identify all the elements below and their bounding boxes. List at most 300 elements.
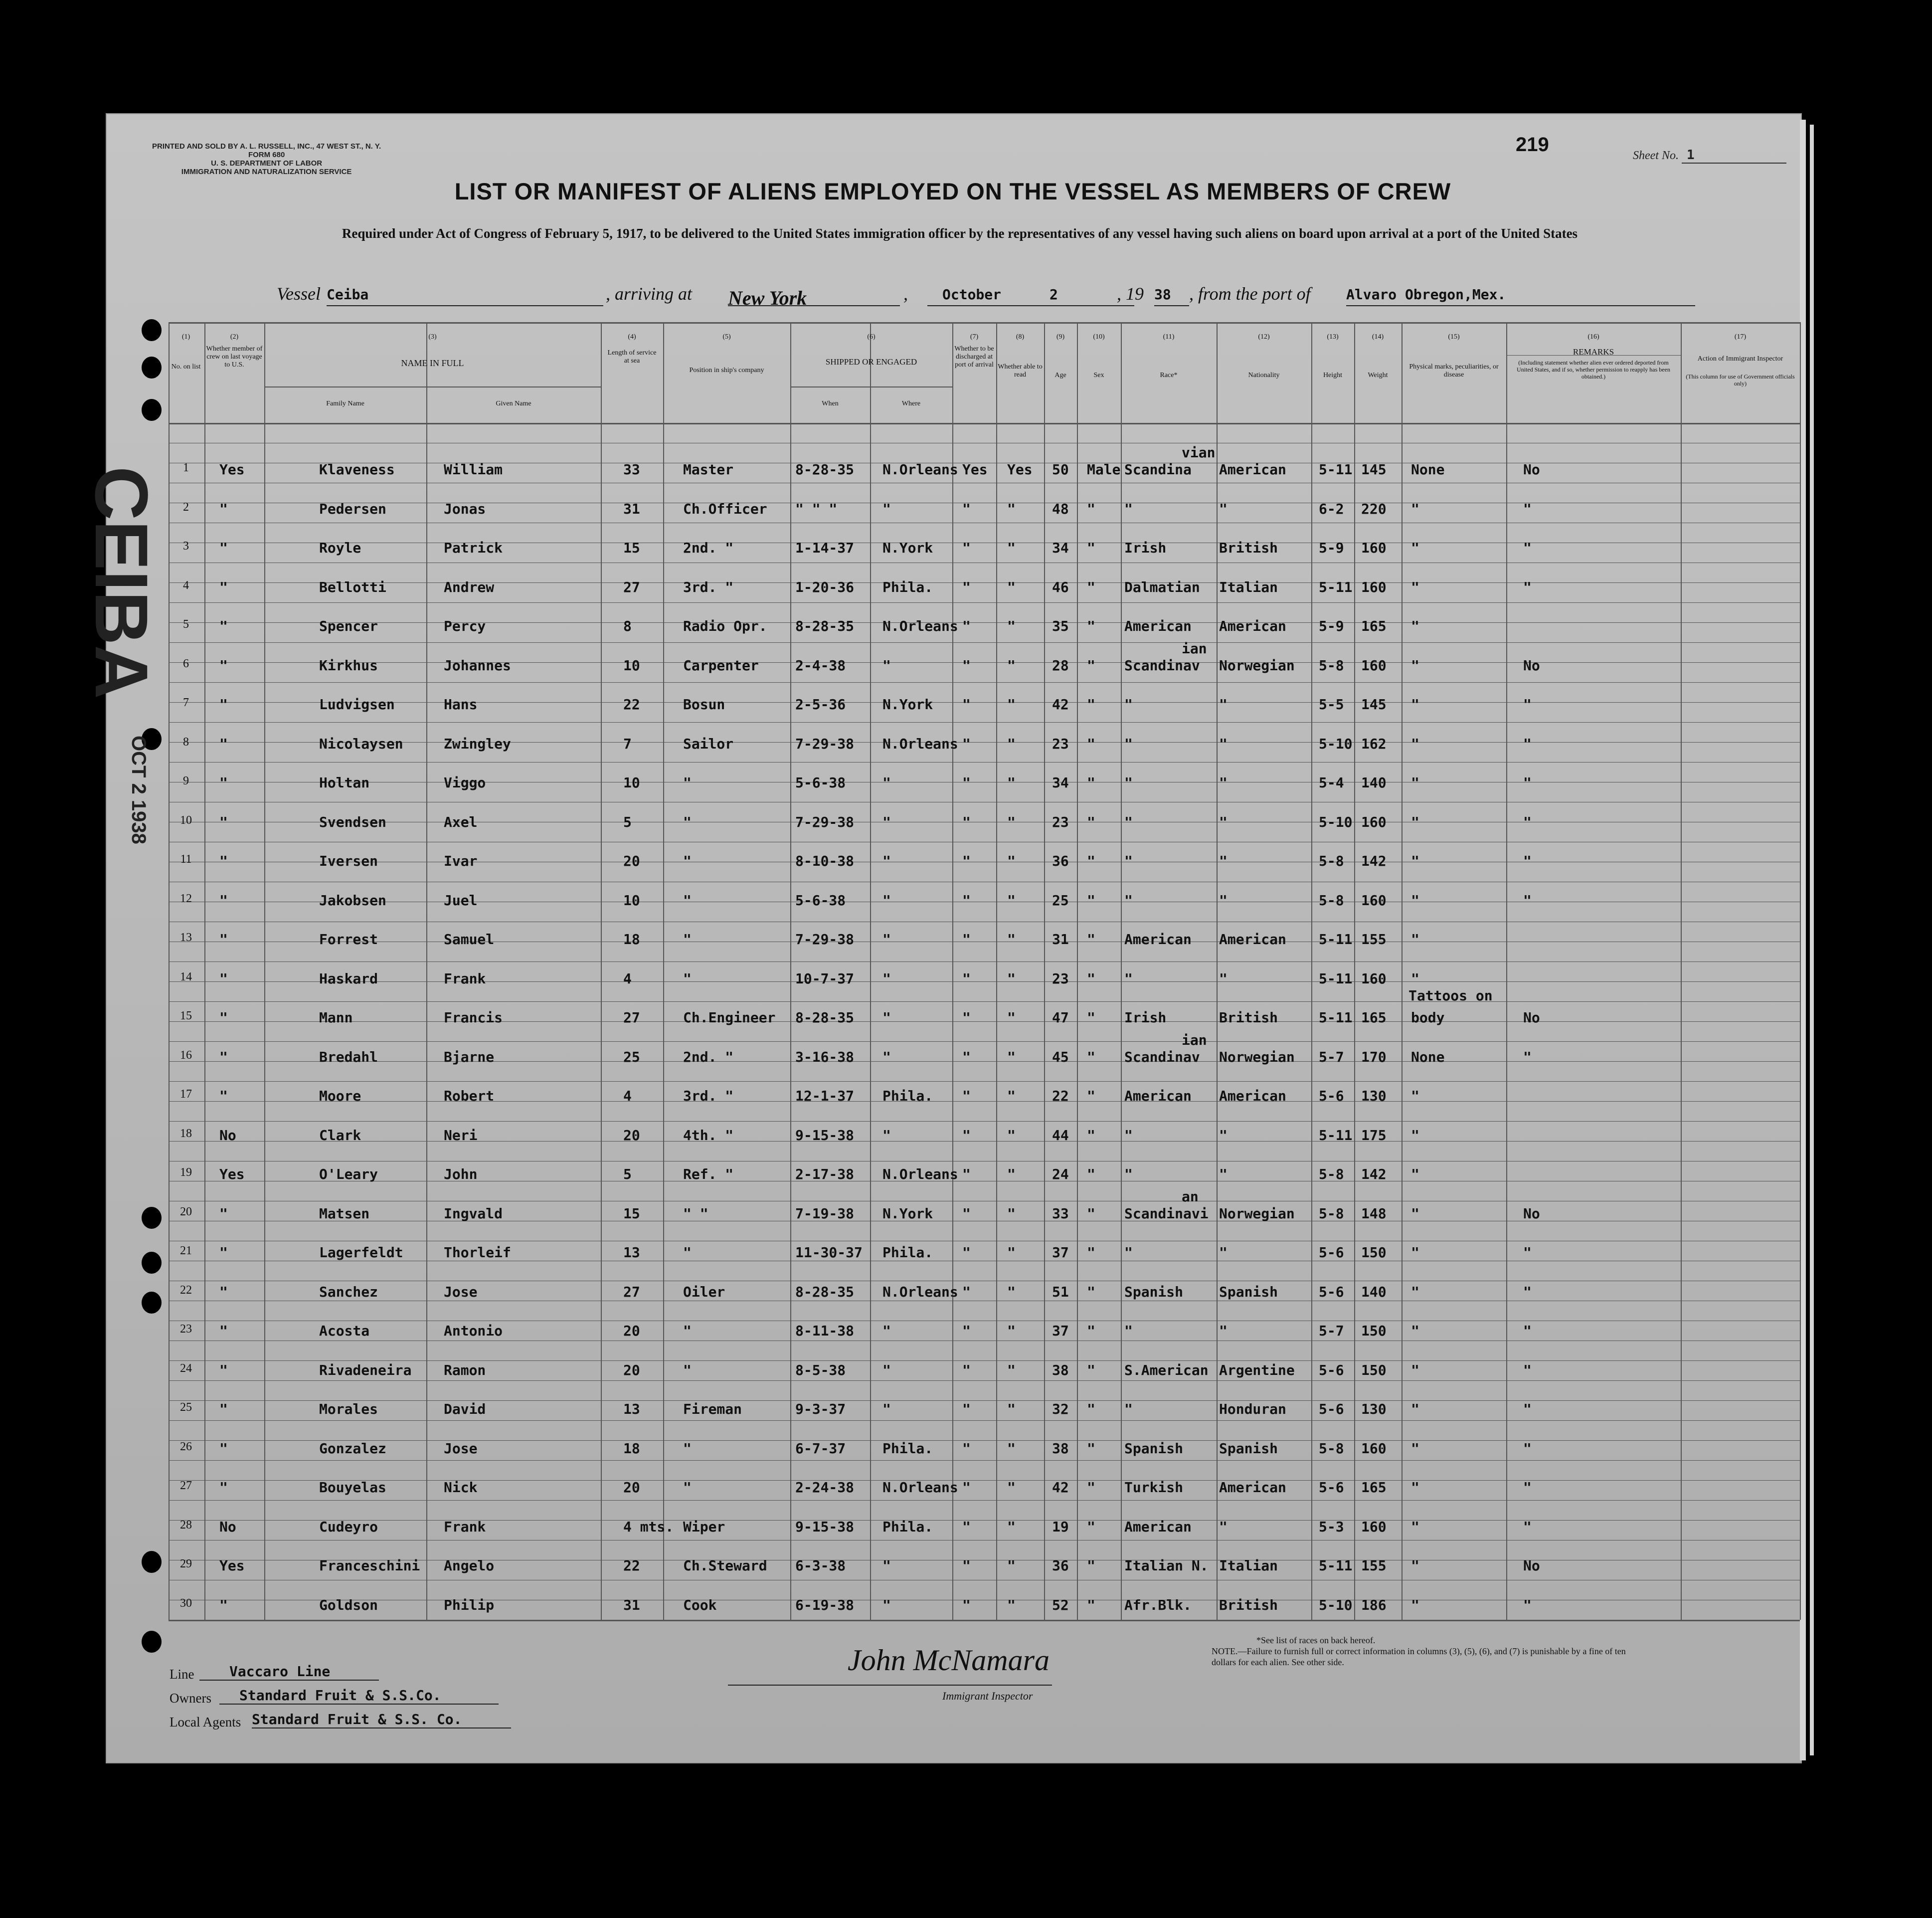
col-sex: "	[1087, 1166, 1095, 1182]
col-age: 46	[1052, 578, 1069, 595]
col-service: 27	[623, 1009, 640, 1026]
punch-hole	[142, 319, 162, 341]
col-marks: "	[1411, 1401, 1419, 1417]
col-discharged: "	[962, 1557, 971, 1574]
col-given-name: David	[444, 1401, 486, 1417]
owners-value: Standard Fruit & S.S.Co.	[219, 1687, 499, 1705]
col-discharged: "	[962, 1166, 971, 1182]
col-read: "	[1007, 1205, 1016, 1222]
col-marks: "	[1411, 970, 1419, 987]
col-weight: 148	[1361, 1205, 1387, 1222]
col-family-name: Bredahl	[319, 1048, 378, 1065]
grid-line	[169, 1480, 1800, 1481]
col-age: 23	[1052, 813, 1069, 830]
col-marks: None	[1411, 461, 1445, 478]
col-read: "	[1007, 500, 1016, 517]
col-read: "	[1007, 970, 1016, 987]
col-sex: "	[1087, 1127, 1095, 1144]
col-marks: "	[1411, 657, 1419, 674]
col-9-num: (9)	[1056, 333, 1065, 341]
arrival-year: 38	[1154, 286, 1189, 306]
col-where: "	[882, 1323, 891, 1339]
col-remarks: "	[1523, 540, 1532, 556]
col-sex: "	[1087, 1440, 1095, 1457]
col-when: 2-5-36	[795, 696, 846, 713]
grid-line	[169, 682, 1800, 683]
document-title: LIST OR MANIFEST OF ALIENS EMPLOYED ON THE VESSEL AS MEMBERS OF CREW	[454, 178, 1451, 204]
col-given-name: Ramon	[444, 1361, 486, 1378]
col-discharged: "	[962, 970, 971, 987]
col-marks: "	[1411, 1166, 1419, 1182]
grid-line	[169, 642, 1800, 643]
col-height: 5-6	[1319, 1088, 1344, 1104]
col-age: 24	[1052, 1166, 1069, 1182]
col-when: 9-3-37	[795, 1401, 846, 1417]
col-14-num: (14)	[1372, 333, 1384, 341]
col-when: 1-14-37	[795, 540, 855, 556]
arriving-label: , arriving at	[606, 284, 693, 304]
col-position: "	[683, 1323, 692, 1339]
col-given-name: Andrew	[444, 578, 495, 595]
col-family-name: Gonzalez	[319, 1440, 386, 1457]
row-number: 2	[183, 500, 189, 514]
col-where: "	[882, 774, 891, 791]
col-sex: "	[1087, 657, 1095, 674]
col-read: "	[1007, 1088, 1016, 1104]
grid-line	[169, 602, 1800, 603]
col-sex: "	[1087, 1244, 1095, 1261]
printer-service: IMMIGRATION AND NATURALIZATION SERVICE	[181, 168, 352, 176]
col-discharged: "	[962, 1323, 971, 1339]
col-last-voyage: "	[219, 696, 228, 713]
col-last-voyage: "	[219, 931, 228, 948]
col-age: 36	[1052, 1557, 1069, 1574]
col-position: "	[683, 853, 692, 869]
col-nationality: "	[1219, 892, 1228, 909]
col-marks: "	[1411, 1518, 1419, 1535]
col-race: Irish	[1124, 1009, 1167, 1026]
col-height: 5-9	[1319, 540, 1344, 556]
col-remarks: "	[1523, 500, 1532, 517]
col-given-name: Axel	[444, 813, 478, 830]
col-remarks: "	[1523, 1518, 1532, 1535]
grid-line	[169, 1041, 1800, 1042]
col-position: 2nd. "	[683, 1048, 734, 1065]
col-marks: "	[1411, 1440, 1419, 1457]
grid-line	[169, 1500, 1800, 1501]
col-age: 45	[1052, 1048, 1069, 1065]
col-height: 5-8	[1319, 1166, 1344, 1182]
row-number: 10	[180, 813, 192, 827]
col-2-num: (2)	[230, 333, 239, 341]
col-5-header: Position in ship's company	[689, 367, 764, 374]
col-position: Bosun	[683, 696, 725, 713]
col-nationality: Spanish	[1219, 1440, 1278, 1457]
col-remarks: "	[1523, 735, 1532, 752]
col-given-name: Nick	[444, 1479, 478, 1496]
row-number: 21	[180, 1244, 192, 1257]
col-remarks: "	[1523, 892, 1532, 909]
col-nationality: Italian	[1219, 1557, 1278, 1574]
row-number: 29	[180, 1557, 192, 1570]
col-family-name: Royle	[319, 540, 361, 556]
col-position: Carpenter	[683, 657, 759, 674]
col-read: "	[1007, 657, 1016, 674]
col-height: 5-3	[1319, 1518, 1344, 1535]
col-service: 20	[623, 1479, 640, 1496]
col-height: 5-8	[1319, 657, 1344, 674]
col-read: Yes	[1007, 461, 1033, 478]
col-marks: "	[1411, 1244, 1419, 1261]
col-position: "	[683, 1440, 692, 1457]
sheet-value: 1	[1682, 148, 1786, 164]
col-position: 3rd. "	[683, 578, 734, 595]
col-13-num: (13)	[1327, 333, 1339, 341]
col-weight: 175	[1361, 1127, 1387, 1144]
col-weight: 155	[1361, 931, 1387, 948]
vessel-stamp: CEIBA	[80, 466, 164, 699]
col-nationality: Spanish	[1219, 1283, 1278, 1300]
col-discharged: "	[962, 500, 971, 517]
col-given-name: Philip	[444, 1596, 495, 1613]
col-read: "	[1007, 1518, 1016, 1535]
col-race: Irish	[1124, 540, 1167, 556]
col-when: 8-11-38	[795, 1323, 855, 1339]
col-discharged: "	[962, 1518, 971, 1535]
col-given-name: Robert	[444, 1088, 495, 1104]
col-where: Phila.	[882, 578, 933, 595]
grid-line	[169, 1061, 1800, 1062]
col-read: "	[1007, 1166, 1016, 1182]
from-label: , from the port of	[1189, 284, 1311, 304]
col-last-voyage: "	[219, 853, 228, 869]
col-family-name: O'Leary	[319, 1166, 378, 1182]
arrival-day: 2	[1030, 286, 1134, 306]
col-age: 38	[1052, 1361, 1069, 1378]
col-remarks: "	[1523, 853, 1532, 869]
col-marks: "	[1411, 1283, 1419, 1300]
col-discharged: "	[962, 618, 971, 634]
col-when: 7-29-38	[795, 735, 855, 752]
row-number: 30	[180, 1596, 192, 1610]
col-sex: "	[1087, 618, 1095, 634]
col-where: N.Orleans	[882, 735, 958, 752]
col-height: 5-11	[1319, 1127, 1353, 1144]
grid-line	[1402, 322, 1403, 1620]
col-10-header: Sex	[1093, 372, 1104, 379]
col-nationality: "	[1219, 1166, 1228, 1182]
col-discharged: "	[962, 1048, 971, 1065]
col-given-name: Francis	[444, 1009, 503, 1026]
col-race-wrap: ian	[1182, 640, 1207, 657]
grid-line	[169, 1360, 1800, 1361]
col-position: Ref. "	[683, 1166, 734, 1182]
col-service: 20	[623, 1323, 640, 1339]
grid-line	[169, 322, 1800, 324]
col-position: Oiler	[683, 1283, 725, 1300]
col-age: 28	[1052, 657, 1069, 674]
col-when: 6-7-37	[795, 1440, 846, 1457]
col-sex: "	[1087, 1323, 1095, 1339]
col-marks: "	[1411, 1323, 1419, 1339]
vessel-label: Vessel	[277, 284, 321, 304]
col-sex: "	[1087, 970, 1095, 987]
col-read: "	[1007, 1009, 1016, 1026]
col-family-name: Nicolaysen	[319, 735, 403, 752]
col-discharged: "	[962, 657, 971, 674]
col-weight: 160	[1361, 1518, 1387, 1535]
col-remarks: "	[1523, 1479, 1532, 1496]
col-last-voyage: "	[219, 1479, 228, 1496]
col-service: 7	[623, 735, 632, 752]
col-4-num: (4)	[628, 333, 636, 341]
grid-line	[996, 322, 997, 1620]
col-service: 25	[623, 1048, 640, 1065]
col-where: "	[882, 1557, 891, 1574]
col-sex: "	[1087, 1518, 1095, 1535]
col-where: N.Orleans	[882, 461, 958, 478]
col-when: 9-15-38	[795, 1127, 855, 1144]
col-height: 5-11	[1319, 461, 1353, 478]
col-sex: "	[1087, 1401, 1095, 1417]
col-given-name: Antonio	[444, 1323, 503, 1339]
col-where: N.York	[882, 540, 933, 556]
col-race: Scandina	[1124, 461, 1192, 478]
vessel-name: Ceiba	[327, 286, 603, 306]
col-when: 2-17-38	[795, 1166, 855, 1182]
col-when: 7-29-38	[795, 931, 855, 948]
col-position: Wiper	[683, 1518, 725, 1535]
col-nationality: "	[1219, 1518, 1228, 1535]
col-nationality: American	[1219, 1479, 1286, 1496]
col-marks-wrap: Tattoos on	[1408, 987, 1493, 1004]
col-when: 7-19-38	[795, 1205, 855, 1222]
col-where: N.Orleans	[882, 1479, 958, 1496]
col-position: Sailor	[683, 735, 734, 752]
col-given-name: Ivar	[444, 853, 478, 869]
col-service: 20	[623, 1127, 640, 1144]
owners-label: Owners	[170, 1691, 211, 1706]
col-race: "	[1124, 774, 1133, 791]
col-race: Dalmatian	[1124, 578, 1200, 595]
col-6b-header: Where	[901, 400, 921, 407]
col-remarks: "	[1523, 1596, 1532, 1613]
col-weight: 186	[1361, 1596, 1387, 1613]
col-nationality: American	[1219, 461, 1286, 478]
col-discharged: "	[962, 1283, 971, 1300]
col-given-name: Bjarne	[444, 1048, 495, 1065]
col-sex: "	[1087, 500, 1095, 517]
punch-hole	[142, 1292, 162, 1314]
row-number: 20	[180, 1205, 192, 1218]
col-marks: "	[1411, 1596, 1419, 1613]
col-where: N.Orleans	[882, 618, 958, 634]
col-read: "	[1007, 578, 1016, 595]
col-age: 19	[1052, 1518, 1069, 1535]
grid-line	[169, 1520, 1800, 1521]
col-6-num: (6)	[867, 333, 876, 341]
col-16-header: REMARKS	[1573, 347, 1614, 357]
col-given-name: Jonas	[444, 500, 486, 517]
col-marks: "	[1411, 696, 1419, 713]
col-14-header: Weight	[1368, 372, 1388, 379]
col-weight: 220	[1361, 500, 1387, 517]
col-sex: "	[1087, 853, 1095, 869]
grid-line	[1506, 322, 1507, 1620]
col-marks: "	[1411, 618, 1419, 634]
col-2-header: Whether member of crew on last voyage to U.S.	[206, 345, 263, 369]
col-nationality: American	[1219, 618, 1286, 634]
col-3b-header: Given Name	[496, 400, 531, 407]
col-age: 25	[1052, 892, 1069, 909]
row-number: 23	[180, 1323, 192, 1336]
col-family-name: Haskard	[319, 970, 378, 987]
col-height: 5-4	[1319, 774, 1344, 791]
col-height: 5-10	[1319, 1596, 1353, 1613]
col-height: 5-8	[1319, 892, 1344, 909]
col-race: "	[1124, 1127, 1133, 1144]
col-6a-header: When	[822, 400, 839, 407]
col-where: "	[882, 813, 891, 830]
col-discharged: "	[962, 853, 971, 869]
col-where: N.York	[882, 696, 933, 713]
col-weight: 160	[1361, 970, 1387, 987]
col-race: "	[1124, 1401, 1133, 1417]
col-position: "	[683, 892, 692, 909]
col-last-voyage: "	[219, 1596, 228, 1613]
col-nationality: "	[1219, 1323, 1228, 1339]
col-where: "	[882, 1361, 891, 1378]
col-when: 8-28-35	[795, 1283, 855, 1300]
col-remarks: "	[1523, 696, 1532, 713]
col-last-voyage: "	[219, 1244, 228, 1261]
col-position: "	[683, 1361, 692, 1378]
col-weight: 140	[1361, 774, 1387, 791]
col-last-voyage: "	[219, 970, 228, 987]
col-family-name: Clark	[319, 1127, 361, 1144]
col-race: "	[1124, 1166, 1133, 1182]
col-service: 33	[623, 461, 640, 478]
col-sex: "	[1087, 1557, 1095, 1574]
col-given-name: Viggo	[444, 774, 486, 791]
col-race: "	[1124, 696, 1133, 713]
col-age: 23	[1052, 735, 1069, 752]
col-last-voyage: "	[219, 540, 228, 556]
col-last-voyage: "	[219, 774, 228, 791]
row-number: 11	[180, 853, 192, 866]
col-sex: "	[1087, 1205, 1095, 1222]
col-last-voyage: "	[219, 1440, 228, 1457]
col-discharged: Yes	[962, 461, 988, 478]
col-read: "	[1007, 1557, 1016, 1574]
col-position: "	[683, 1244, 692, 1261]
col-service: 27	[623, 578, 640, 595]
col-weight: 145	[1361, 696, 1387, 713]
col-sex: "	[1087, 892, 1095, 909]
col-weight: 165	[1361, 1009, 1387, 1026]
col-15-header: Physical marks, peculiarities, or disease	[1409, 363, 1499, 379]
col-12-num: (12)	[1258, 333, 1270, 341]
col-sex: "	[1087, 931, 1095, 948]
col-when: 1-20-36	[795, 578, 855, 595]
col-height: 5-8	[1319, 1440, 1344, 1457]
col-family-name: Forrest	[319, 931, 378, 948]
col-position: "	[683, 931, 692, 948]
col-given-name: Zwingley	[444, 735, 511, 752]
col-service: 4	[623, 1088, 632, 1104]
col-sex: "	[1087, 696, 1095, 713]
col-family-name: Ludvigsen	[319, 696, 395, 713]
col-last-voyage: "	[219, 500, 228, 517]
col-16-num: (16)	[1587, 333, 1599, 341]
col-height: 5-11	[1319, 931, 1353, 948]
col-age: 32	[1052, 1401, 1069, 1417]
col-marks: "	[1411, 774, 1419, 791]
col-height: 5-10	[1319, 735, 1353, 752]
punch-hole	[142, 1551, 162, 1573]
col-discharged: "	[962, 1596, 971, 1613]
col-given-name: Samuel	[444, 931, 495, 948]
grid-line	[169, 981, 1800, 982]
col-nationality: "	[1219, 970, 1228, 987]
date-stamp: OCT 2 1938	[128, 736, 150, 844]
col-discharged: "	[962, 1088, 971, 1104]
col-last-voyage: "	[219, 657, 228, 674]
row-number: 19	[180, 1166, 192, 1179]
col-family-name: Moore	[319, 1088, 361, 1104]
col-discharged: "	[962, 931, 971, 948]
col-given-name: Frank	[444, 1518, 486, 1535]
row-number: 18	[180, 1127, 192, 1140]
col-when: 8-28-35	[795, 461, 855, 478]
col-service: 10	[623, 774, 640, 791]
col-sex: "	[1087, 813, 1095, 830]
page-number: 219	[1516, 134, 1549, 156]
col-read: "	[1007, 774, 1016, 791]
col-marks: "	[1411, 1479, 1419, 1496]
grid-line	[169, 322, 170, 1620]
col-discharged: "	[962, 1440, 971, 1457]
col-marks: "	[1411, 1557, 1419, 1574]
col-11-num: (11)	[1163, 333, 1175, 341]
col-3-num: (3)	[428, 333, 437, 341]
row-number: 14	[180, 970, 192, 983]
col-family-name: Bouyelas	[319, 1479, 386, 1496]
grid-line	[169, 423, 1800, 424]
col-age: 38	[1052, 1440, 1069, 1457]
col-where: "	[882, 892, 891, 909]
col-position: Fireman	[683, 1401, 742, 1417]
col-height: 5-10	[1319, 813, 1353, 830]
col-3a-header: Family Name	[326, 400, 364, 407]
col-service: 22	[623, 696, 640, 713]
row-number: 3	[183, 540, 189, 553]
grid-line	[663, 322, 664, 1620]
col-race: American	[1124, 1088, 1192, 1104]
col-sex: "	[1087, 1361, 1095, 1378]
col-when: 5-6-38	[795, 774, 846, 791]
col-race: Turkish	[1124, 1479, 1184, 1496]
col-nationality: Italian	[1219, 578, 1278, 595]
row-number: 8	[183, 735, 189, 749]
col-weight: 160	[1361, 657, 1387, 674]
col-age: 48	[1052, 500, 1069, 517]
grid-line	[1044, 322, 1045, 1620]
row-number: 25	[180, 1401, 192, 1414]
col-remarks: No	[1523, 1557, 1540, 1574]
col-nationality: "	[1219, 500, 1228, 517]
col-16-subheader: (Including statement whether alien ever ordered deported from United States, and if so, whether permission to reapply has been obtained.)	[1517, 359, 1670, 380]
